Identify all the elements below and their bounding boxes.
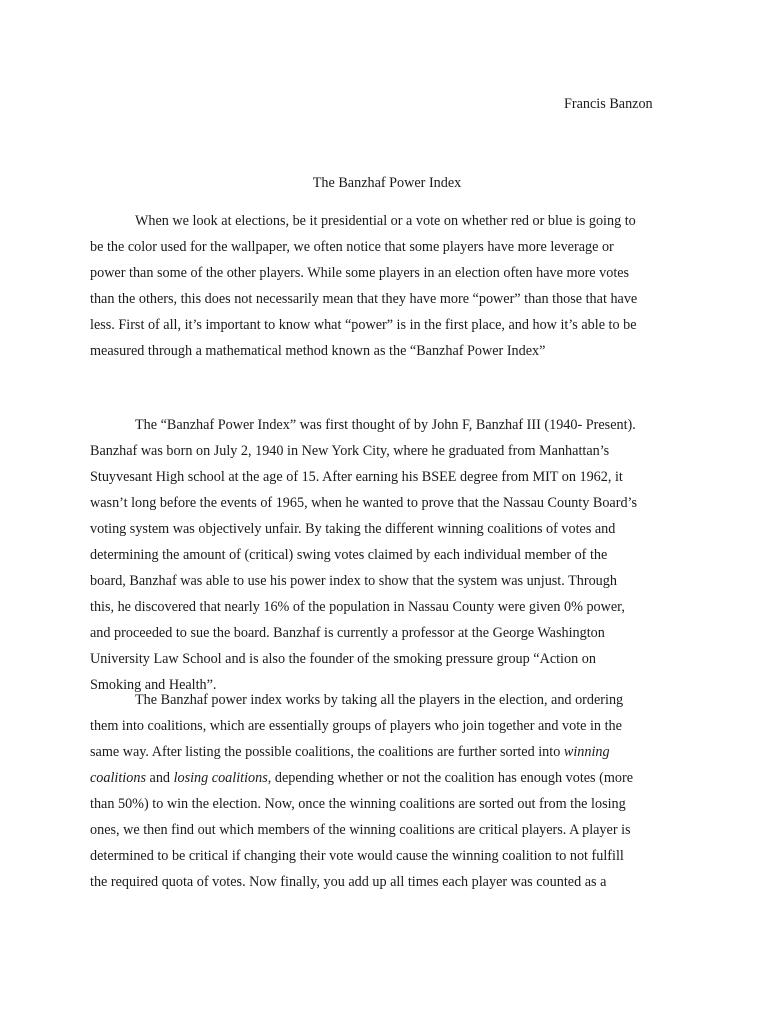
paragraph-3 <box>90 687 690 895</box>
paragraph-line: Smoking and Health”. <box>90 677 217 693</box>
italic-term: winning <box>563 744 610 760</box>
paragraph-line: voting system was objectively unfair. By taking the different winning coalitions of votes and <box>90 521 616 537</box>
paragraph-text: , depending whether or not the coalition has enough votes (more <box>267 770 633 786</box>
paragraph-line <box>90 739 690 765</box>
paragraph-line: The Banzhaf power index works by taking all the players in the election, and ordering <box>135 692 624 708</box>
paragraph-text: same way. After listing the possible coalitions, the coalitions are further sorted into <box>90 744 564 760</box>
paragraph-line: measured through a mathematical method known as the “Banzhaf Power Index” <box>90 343 546 359</box>
paragraph-line: them into coalitions, which are essentially groups of players who join together and vote in the <box>90 718 622 734</box>
document-title-text: The Banzhaf Power Index <box>312 175 462 191</box>
paragraph-line: When we look at elections, be it presidential or a vote on whether red or blue is going to <box>135 213 636 229</box>
document-title <box>0 173 768 193</box>
paragraph-line: less. First of all, it’s important to know what “power” is in the first place, and how it’s able to be <box>90 317 637 333</box>
italic-term: coalitions <box>90 770 146 786</box>
paragraph-line: board, Banzhaf was able to use his power index to show that the system was unjust. Through <box>90 573 617 589</box>
paragraph-text: and <box>145 770 174 786</box>
paragraph-line: than the others, this does not necessarily mean that they have more “power” than those that have <box>90 291 638 307</box>
paragraph-line: and proceeded to sue the board. Banzhaf is currently a professor at the George Washington <box>90 625 605 641</box>
paragraph-line: ones, we then find out which members of the winning coalitions are critical players. A player is <box>90 822 631 838</box>
author-name: Francis Banzon <box>564 96 653 112</box>
paragraph-line: The “Banzhaf Power Index” was first thought of by John F, Banzhaf III (1940- Present). <box>135 417 636 433</box>
paragraph-line: than 50%) to win the election. Now, once the winning coalitions are sorted out from the losing <box>90 796 626 812</box>
paragraph-line: the required quota of votes. Now finally, you add up all times each player was counted as a <box>90 874 607 890</box>
paragraph-2 <box>90 412 690 698</box>
paragraph-line: be the color used for the wallpaper, we often notice that some players have more leverage or <box>90 239 614 255</box>
paragraph-line: determined to be critical if changing their vote would cause the winning coalition to not fulfill <box>90 848 624 864</box>
italic-term: losing coalitions <box>173 770 268 786</box>
paragraph-line: this, he discovered that nearly 16% of the population in Nassau County were given 0% power, <box>90 599 625 615</box>
paragraph-line <box>90 765 690 791</box>
paragraph-line: wasn’t long before the events of 1965, when he wanted to prove that the Nassau County Board’s <box>90 495 638 511</box>
paragraph-line: Banzhaf was born on July 2, 1940 in New York City, where he graduated from Manhattan’s <box>90 443 610 459</box>
paragraph-line: determining the amount of (critical) swing votes claimed by each individual member of the <box>90 547 608 563</box>
paragraph-line: University Law School and is also the founder of the smoking pressure group “Action on <box>90 651 596 667</box>
paragraph-line: Stuyvesant High school at the age of 15. After earning his BSEE degree from MIT on 1962, it <box>90 469 623 485</box>
paragraph-line: power than some of the other players. While some players in an election often have more votes <box>90 265 630 281</box>
paragraph-1 <box>90 208 690 364</box>
